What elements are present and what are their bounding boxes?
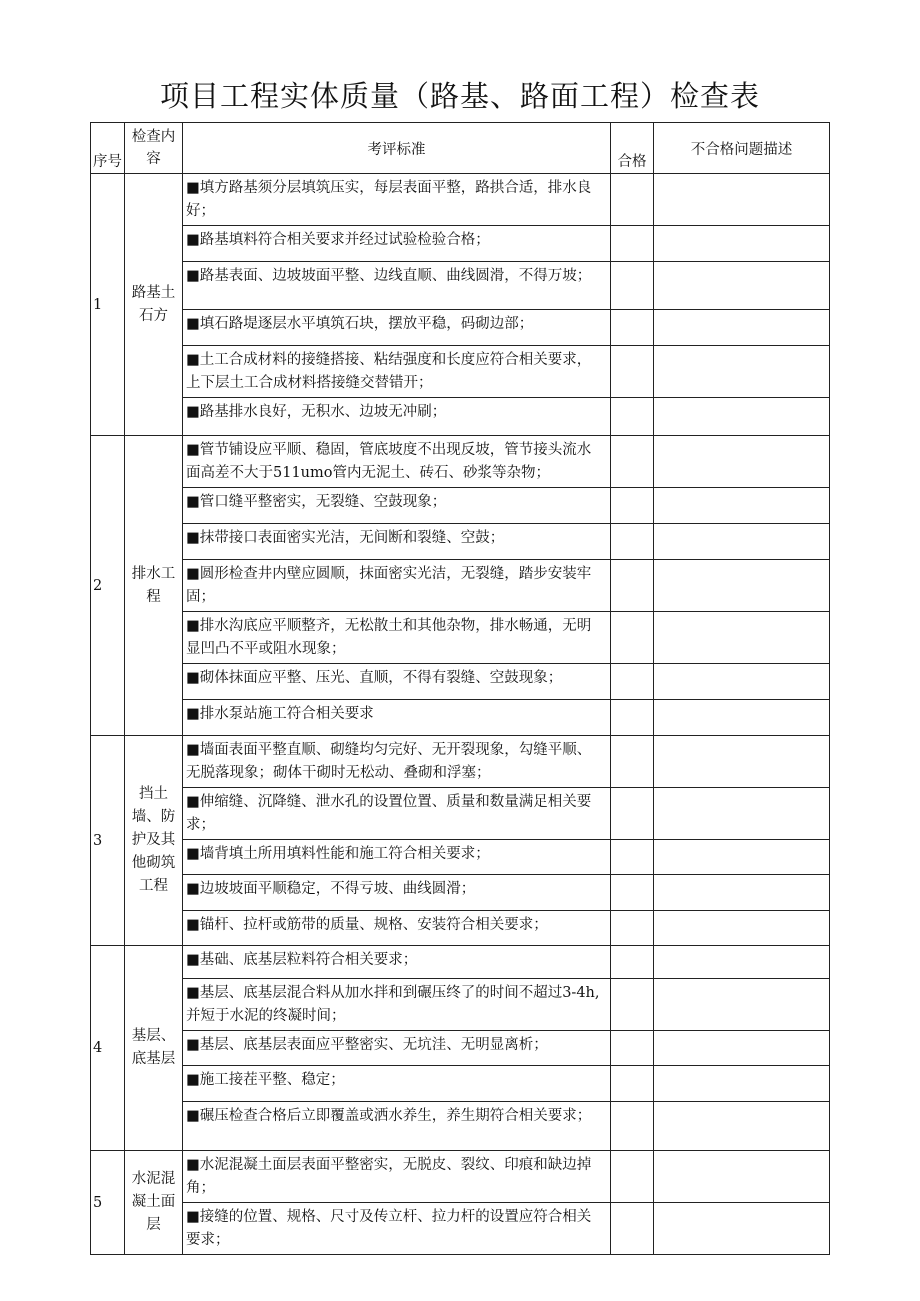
issue-description-cell[interactable] xyxy=(654,488,830,524)
criterion-text: ■路基表面、边坡坡面平整、边线直顺、曲线圆滑，不得万坡； xyxy=(183,262,611,310)
pass-cell[interactable] xyxy=(611,398,654,436)
issue-description-cell[interactable] xyxy=(654,398,830,436)
criterion-text: ■土工合成材料的接缝搭接、粘结强度和长度应符合相关要求，上下层土工合成材料搭接缝交替错开； xyxy=(183,346,611,398)
section-item: 水泥混凝土面层 xyxy=(125,1151,183,1255)
table-row xyxy=(91,736,830,788)
table-row xyxy=(91,262,830,310)
table-row xyxy=(91,398,830,436)
page-title: 项目工程实体质量（路基、路面工程）检查表 xyxy=(159,79,760,113)
issue-description-cell[interactable] xyxy=(654,262,830,310)
criterion-text: ■路基排水良好，无积水、边坡无冲刷； xyxy=(183,398,611,436)
table-row xyxy=(91,1102,830,1151)
criterion-text: ■砌体抹面应平整、压光、直顺，不得有裂缝、空鼓现象； xyxy=(183,664,611,700)
criterion-text: ■施工接茬平整、稳定； xyxy=(183,1066,611,1102)
header-no: 序号 xyxy=(91,123,125,174)
criterion-text: ■锚杆、拉杆或筋带的质量、规格、安装符合相关要求； xyxy=(183,911,611,946)
table-row xyxy=(91,979,830,1031)
criterion-text: ■管节铺设应平顺、稳固，管底坡度不出现反坡，管节接头流水面高差不大于511umo管内无泥土、砖石、砂浆等杂物； xyxy=(183,436,611,488)
pass-cell[interactable] xyxy=(611,1151,654,1203)
header-ok: 合格 xyxy=(611,123,654,174)
criterion-text: ■水泥混凝土面层表面平整密实，无脱皮、裂纹、印痕和缺边掉角； xyxy=(183,1151,611,1203)
pass-cell[interactable] xyxy=(611,700,654,736)
issue-description-cell[interactable] xyxy=(654,946,830,979)
pass-cell[interactable] xyxy=(611,664,654,700)
pass-cell[interactable] xyxy=(611,1031,654,1066)
inspection-table xyxy=(90,122,830,1255)
issue-description-cell[interactable] xyxy=(654,310,830,346)
issue-description-cell[interactable] xyxy=(654,1151,830,1203)
section-number: 1 xyxy=(91,174,125,436)
pass-cell[interactable] xyxy=(611,488,654,524)
pass-cell[interactable] xyxy=(611,346,654,398)
section-number: 4 xyxy=(91,946,125,1151)
issue-description-cell[interactable] xyxy=(654,346,830,398)
issue-description-cell[interactable] xyxy=(654,979,830,1031)
issue-description-cell[interactable] xyxy=(654,664,830,700)
criterion-text: ■墙背填土所用填料性能和施工符合相关要求； xyxy=(183,840,611,875)
issue-description-cell[interactable] xyxy=(654,875,830,911)
issue-description-cell[interactable] xyxy=(654,1203,830,1255)
table-row xyxy=(91,875,830,911)
pass-cell[interactable] xyxy=(611,262,654,310)
pass-cell[interactable] xyxy=(611,911,654,946)
criterion-text: ■排水泵站施工符合相关要求 xyxy=(183,700,611,736)
criterion-text: ■抹带接口表面密实光洁，无间断和裂缝、空鼓； xyxy=(183,524,611,560)
issue-description-cell[interactable] xyxy=(654,1031,830,1066)
header-standard: 考评标准 xyxy=(183,123,611,174)
table-row xyxy=(91,788,830,840)
table-row xyxy=(91,1151,830,1203)
table-row xyxy=(91,700,830,736)
pass-cell[interactable] xyxy=(611,736,654,788)
pass-cell[interactable] xyxy=(611,788,654,840)
table-row xyxy=(91,346,830,398)
pass-cell[interactable] xyxy=(611,226,654,262)
table-row xyxy=(91,524,830,560)
criterion-text: ■基础、底基层粒料符合相关要求； xyxy=(183,946,611,979)
table-row xyxy=(91,911,830,946)
pass-cell[interactable] xyxy=(611,310,654,346)
table-row xyxy=(91,840,830,875)
criterion-text: ■墙面表面平整直顺、砌缝均匀完好、无开裂现象，勾缝平顺、无脱落现象；砌体干砌时无松动、叠砌和浮塞； xyxy=(183,736,611,788)
table-header-row xyxy=(91,123,830,174)
table-row xyxy=(91,664,830,700)
issue-description-cell[interactable] xyxy=(654,524,830,560)
issue-description-cell[interactable] xyxy=(654,700,830,736)
section-number: 2 xyxy=(91,436,125,736)
issue-description-cell[interactable] xyxy=(654,840,830,875)
issue-description-cell[interactable] xyxy=(654,1066,830,1102)
criterion-text: ■基层、底基层混合料从加水拌和到碾压终了的时间不超过3-4h,并短于水泥的终凝时间； xyxy=(183,979,611,1031)
section-item: 路基土石方 xyxy=(125,174,183,436)
criterion-text: ■填方路基须分层填筑压实，每层表面平整，路拱合适，排水良好； xyxy=(183,174,611,226)
section-item: 挡土墙、防护及其他砌筑工程 xyxy=(125,736,183,946)
pass-cell[interactable] xyxy=(611,560,654,612)
issue-description-cell[interactable] xyxy=(654,174,830,226)
section-number: 5 xyxy=(91,1151,125,1255)
issue-description-cell[interactable] xyxy=(654,612,830,664)
table-row xyxy=(91,226,830,262)
header-item: 检查内容 xyxy=(125,123,183,174)
criterion-text: ■排水沟底应平顺整齐，无松散土和其他杂物，排水畅通，无明显凹凸不平或阻水现象； xyxy=(183,612,611,664)
issue-description-cell[interactable] xyxy=(654,1102,830,1151)
table-row xyxy=(91,488,830,524)
pass-cell[interactable] xyxy=(611,979,654,1031)
criterion-text: ■管口缝平整密实，无裂缝、空鼓现象； xyxy=(183,488,611,524)
section-number: 3 xyxy=(91,736,125,946)
table-row xyxy=(91,1031,830,1066)
table-row xyxy=(91,612,830,664)
pass-cell[interactable] xyxy=(611,1066,654,1102)
criterion-text: ■基层、底基层表面应平整密实、无坑洼、无明显离析； xyxy=(183,1031,611,1066)
criterion-text: ■接缝的位置、规格、尺寸及传立杆、拉力杆的设置应符合相关要求； xyxy=(183,1203,611,1255)
table-row xyxy=(91,560,830,612)
criterion-text: ■碾压检查合格后立即覆盖或洒水养生，养生期符合相关要求； xyxy=(183,1102,611,1151)
pass-cell[interactable] xyxy=(611,1203,654,1255)
table-row xyxy=(91,1203,830,1255)
criterion-text: ■伸缩缝、沉降缝、泄水孔的设置位置、质量和数量满足相关要求； xyxy=(183,788,611,840)
table-row xyxy=(91,436,830,488)
pass-cell[interactable] xyxy=(611,875,654,911)
pass-cell[interactable] xyxy=(611,524,654,560)
criterion-text: ■圆形检查井内壁应圆顺，抹面密实光洁，无裂缝，踏步安装牢固； xyxy=(183,560,611,612)
pass-cell[interactable] xyxy=(611,174,654,226)
table-row xyxy=(91,174,830,226)
header-desc: 不合格问题描述 xyxy=(654,123,830,174)
issue-description-cell[interactable] xyxy=(654,436,830,488)
table-row xyxy=(91,1066,830,1102)
table-row xyxy=(91,946,830,979)
criterion-text: ■路基填料符合相关要求并经过试验检验合格； xyxy=(183,226,611,262)
pass-cell[interactable] xyxy=(611,612,654,664)
criterion-text: ■边坡坡面平顺稳定，不得亏坡、曲线圆滑； xyxy=(183,875,611,911)
issue-description-cell[interactable] xyxy=(654,560,830,612)
pass-cell[interactable] xyxy=(611,840,654,875)
section-item: 排水工程 xyxy=(125,436,183,736)
issue-description-cell[interactable] xyxy=(654,788,830,840)
section-item: 基层、底基层 xyxy=(125,946,183,1151)
pass-cell[interactable] xyxy=(611,1102,654,1151)
pass-cell[interactable] xyxy=(611,946,654,979)
issue-description-cell[interactable] xyxy=(654,226,830,262)
criterion-text: ■填石路堤逐层水平填筑石块，摆放平稳，码砌边部； xyxy=(183,310,611,346)
issue-description-cell[interactable] xyxy=(654,911,830,946)
pass-cell[interactable] xyxy=(611,436,654,488)
table-row xyxy=(91,310,830,346)
issue-description-cell[interactable] xyxy=(654,736,830,788)
